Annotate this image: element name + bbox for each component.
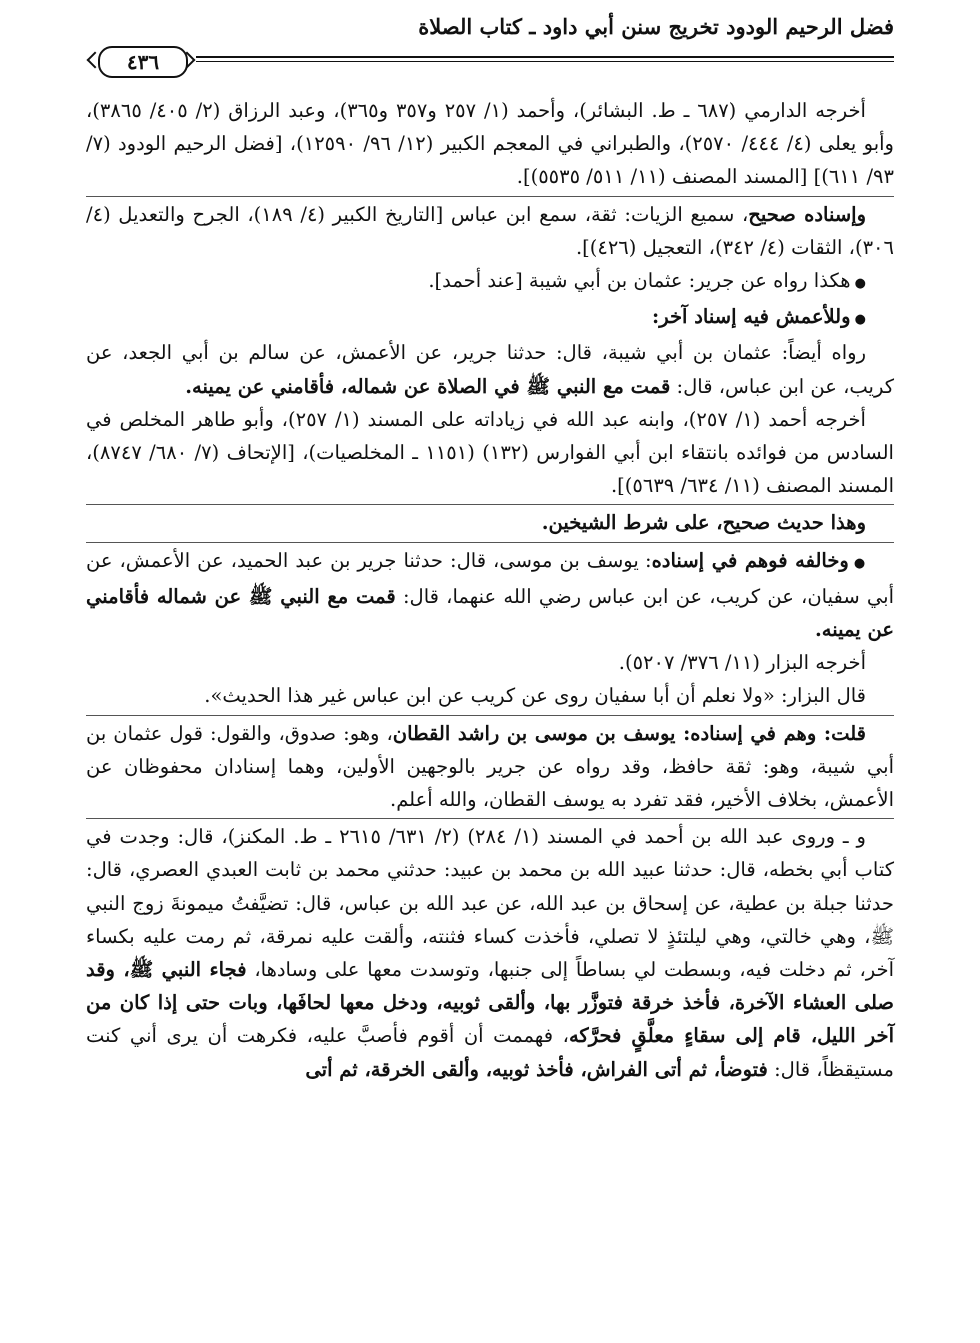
- page-header: [86, 14, 894, 50]
- header-rule-thin: [86, 61, 894, 62]
- text-run: و ـ وروى عبد الله بن أحمد في المسند (١/ ٢٨٤) (٢/ ٦٣١/ ٢٦١٥ ـ ط. المكنز)، قال: وجدت في كتاب أبي بخطه، قال: حدثنا عبيد الله بن محمد بن عبيد: حدثني محمد بن ثابت العبدي العصري، قال: حدثنا جبلة بن عطية، عن إسحاق بن عبد الله، عن عبد الله بن عباس، قال: تضيَّفتُ ميمونةَ زوج النبي ﷺ، وهي خالتي، وهي ليلتئذٍ لا تصلي، فأخذت كساء فثنته، وألقت عليه نمرقة، ثم رمت عليه بكساء آخر، ثم دخلت فيه، وبسطت لي بساطاً إلى جنبها، وتوسدت معها على وسادها،: [86, 825, 894, 982]
- text-run: رواه أيضاً: عثمان بن أبي شيبة، قال: حدثنا جرير، عن الأعمش، عن سالم بن أبي الجعد، عن كريب، عن ابن عباس، قال:: [86, 341, 894, 398]
- bullet-paragraph: [86, 264, 894, 300]
- running-head: فضل الرحيم الودود تخريج سنن أبي داود ـ كتاب الصلاة: [418, 14, 894, 39]
- bullet-paragraph: [86, 542, 894, 647]
- bold-text: وهذا حديث صحيح، على شرط الشيخين.: [541, 511, 866, 535]
- paragraph: [86, 818, 894, 1086]
- bold-text: فجاء النبي ﷺ، وقد صلى العشاء الآخرة، فأخذ خرقة فتوزَّر بها، وألقى ثوبيه، ودخل معها لحافَها، وبات حتى إذا كان من آخر الليل، قام إلى سقاءٍ معلَّقٍ فحرَّكه: [86, 958, 894, 1048]
- paragraph: [86, 403, 894, 503]
- bold-text: قلت: وهم في إسناده: يوسف بن موسى بن راشد القطان: [392, 721, 866, 745]
- text-run: أخرجه الدارمي (٦٨٧ ـ ط. البشائر)، وأحمد (١/ ٢٥٧ و٣٥٧ و٣٦٥)، وعبد الرزاق (٢/ ٤٠٥/ ٣٨٦٥)، وأبو يعلى (٤/ ٤٤٤/ ٢٥٧٠)، والطبراني في المعجم الكبير (١٢/ ٩٦/ ١٢٥٩٠)، [فضل الرحيم الودود (٧/ ٩٣/ ٦١١)] [المسند المصنف (١١/ ٥١١/ ٥٥٣٥)].: [86, 99, 894, 189]
- text-run: ، فهممت أن أقوم فأصبَّ عليه، فكرهت أن يرى أني كنت مستيقظاً، قال:: [86, 1024, 894, 1081]
- text-run: : يوسف بن موسى، قال: حدثنا جرير بن عبد الحميد، عن الأعمش، عن أبي سفيان، عن كريب، عن ابن عباس رضي الله عنهما، قال:: [86, 548, 894, 608]
- bullet-paragraph: [86, 300, 894, 336]
- paragraph: [86, 504, 894, 539]
- paragraph: [86, 646, 894, 679]
- paragraph: [86, 715, 894, 817]
- paragraph: [86, 679, 894, 712]
- paragraph: [86, 196, 894, 264]
- bold-text: وخالفه فوهم في إسناده: [651, 548, 849, 572]
- bold-text: قمت مع النبي ﷺ في الصلاة عن شماله، فأقامني عن يمينه.: [185, 374, 671, 398]
- text-run: ، وهو: صدوق، والقول: قول عثمان بن أبي شيبة، وهو: ثقة حافظ، وقد رواه عن جرير بالوجهين الأولين، وهما إسنادان محفوظان عن الأعمش، بخلاف الأخير، فقد تفرد به يوسف القطان، والله أعلم.: [86, 721, 894, 812]
- text-run: أخرجه البزار (١١/ ٣٧٦/ ٥٢٠٧).: [618, 651, 866, 675]
- page-number-ornament: [86, 40, 196, 82]
- text-run: ، سميع الزيات: ثقة، سمع ابن عباس [التاريخ الكبير (٤/ ١٨٩)، الجرح والتعديل (٤/ ٣٠٦)، الثقات (٤/ ٣٤٢)، التعجيل (٤٢٦)].: [86, 202, 894, 259]
- text-run: قال البزار: «ولا نعلم أن أبا سفيان روى عن كريب عن ابن عباس غير هذا الحديث».: [204, 684, 866, 708]
- text-run: هكذا رواه عن جرير: عثمان بن أبي شيبة [عند أحمد].: [428, 269, 851, 293]
- header-rule: [86, 56, 894, 58]
- page-number: ٤٣٦: [98, 46, 188, 78]
- bold-text: وللأعمش فيه إسناد آخر:: [652, 305, 851, 329]
- paragraph: [86, 94, 894, 194]
- text-run: أخرجه أحمد (١/ ٢٥٧)، وابنه عبد الله في زياداته على المسند (١/ ٢٥٧)، وأبو طاهر المخلص في السادس من فوائده بانتقاء ابن أبي الفوارس (١٣٢) (١١٥١ ـ المخلصيات)، [الإتحاف (٧/ ٦٨٠/ ٨٧٤٧)، المسند المصنف (١١/ ٦٣٤/ ٥٦٣٩)].: [86, 407, 894, 498]
- bold-text: وإسناده صحيح: [748, 202, 866, 226]
- bold-text: قمت مع النبي ﷺ عن شماله فأقامني عن يمينه.: [86, 584, 894, 642]
- body-text: [86, 94, 894, 1086]
- bold-text: فتوضأ، ثم أتى الفراش، فأخذ ثوبيه، وألقى الخرقة، ثم أتى: [305, 1057, 768, 1081]
- paragraph: [86, 336, 894, 402]
